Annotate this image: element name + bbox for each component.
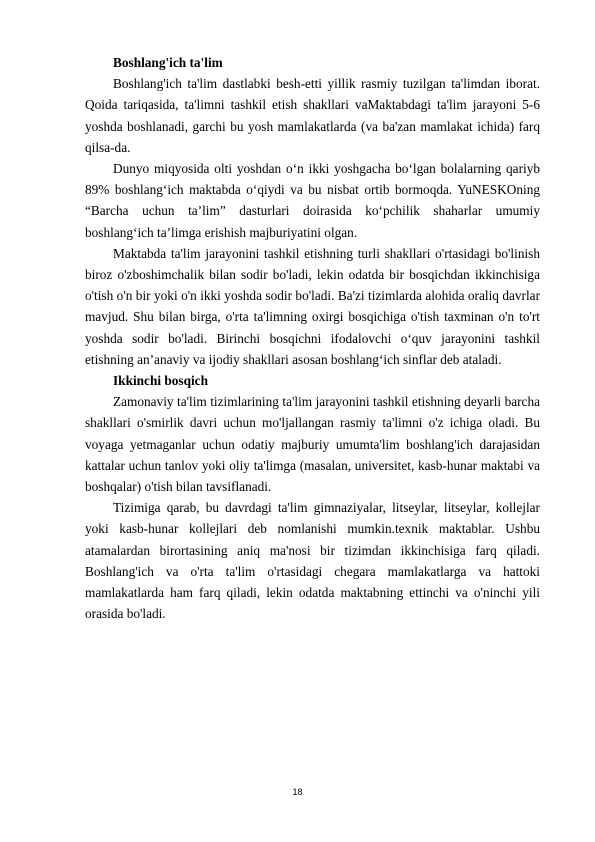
paragraph: Zamonaviy ta'lim tizimlarining ta'lim jarayonini tashkil etishning deyarli barcha shakllari o'smirlik davri uchun mo'ljallangan rasmiy ta'limni o'z ichiga oladi. Bu voyaga yetmaganlar uchun odatiy majburiy umumta'lim boshlang'ich darajasidan kattalar uchun tanlov yoki oliy ta'limga (masalan, universitet, kasb-hunar maktabi va boshqalar) o'tish bilan tavsiflanadi. <box>85 394 540 495</box>
section-heading: Boshlang'ich ta'lim <box>113 55 223 70</box>
paragraph: Maktabda ta'lim jarayonini tashkil etishning turli shakllari o'rtasidagi bo'linish biroz o'zboshimchalik bilan sodir bo'ladi, lekin odatda bir bosqichdan ikkinchisiga o'tish o'n bir yoki o'n ikki yoshda sodir bo'ladi. Ba'zi tizimlarda alohida oraliq davrlar mavjud. Shu bilan birga, o'rta ta'limning oxirgi bosqichiga o'tish taxminan o'n to'rt yoshda sodir bo'ladi. Birinchi bosqichni ifodalovchi o‘quv jarayonini tashkil etishning an’anaviy va ijodiy shakllari asosan boshlang‘ich sinflar deb ataladi. <box>85 245 540 367</box>
paragraph: Dunyo miqyosida olti yoshdan o‘n ikki yoshgacha bo‘lgan bolalarning qariyb 89% boshlang‘ich maktabda o‘qiydi va bu nisbat ortib bormoqda. YuNESKOning “Barcha uchun ta’lim” dasturlari doirasida ko‘pchilik shaharlar umumiy boshlang‘ich ta’limga erishish majburiyatini olgan. <box>85 161 540 240</box>
paragraph: Tizimiga qarab, bu davrdagi ta'lim gimnaziyalar, litseylar, litseylar, kollejlar yoki kasb-hunar kollejlari deb nomlanishi mumkin.texnik maktablar. Ushbu atamalardan birortasining aniq ma'nosi bir tizimdan ikkinchisiga farq qiladi. Boshlang'ich va o'rta ta'lim o'rtasidagi chegara mamlakatlarga va hattoki mamlakatlarda ham farq qiladi, lekin odatda maktabning ettinchi va o'ninchi yili orasida bo'ladi. <box>85 500 540 622</box>
page-number: 18 <box>292 787 303 797</box>
section-heading: Ikkinchi bosqich <box>113 373 208 389</box>
section-second-stage <box>85 370 540 624</box>
section-primary-education <box>85 52 540 370</box>
paragraph: Boshlang'ich ta'lim dastlabki besh-etti yillik rasmiy tuzilgan ta'limdan iborat. Qoida tariqasida, ta'limni tashkil etish shakllari vaMaktabdagi ta'lim jarayoni 5-6 yoshda boshlanadi, garchi bu yosh mamlakatlarda (va ba'zan mamlakat ichida) farq qilsa-da. <box>85 76 540 155</box>
document-body <box>85 52 540 624</box>
